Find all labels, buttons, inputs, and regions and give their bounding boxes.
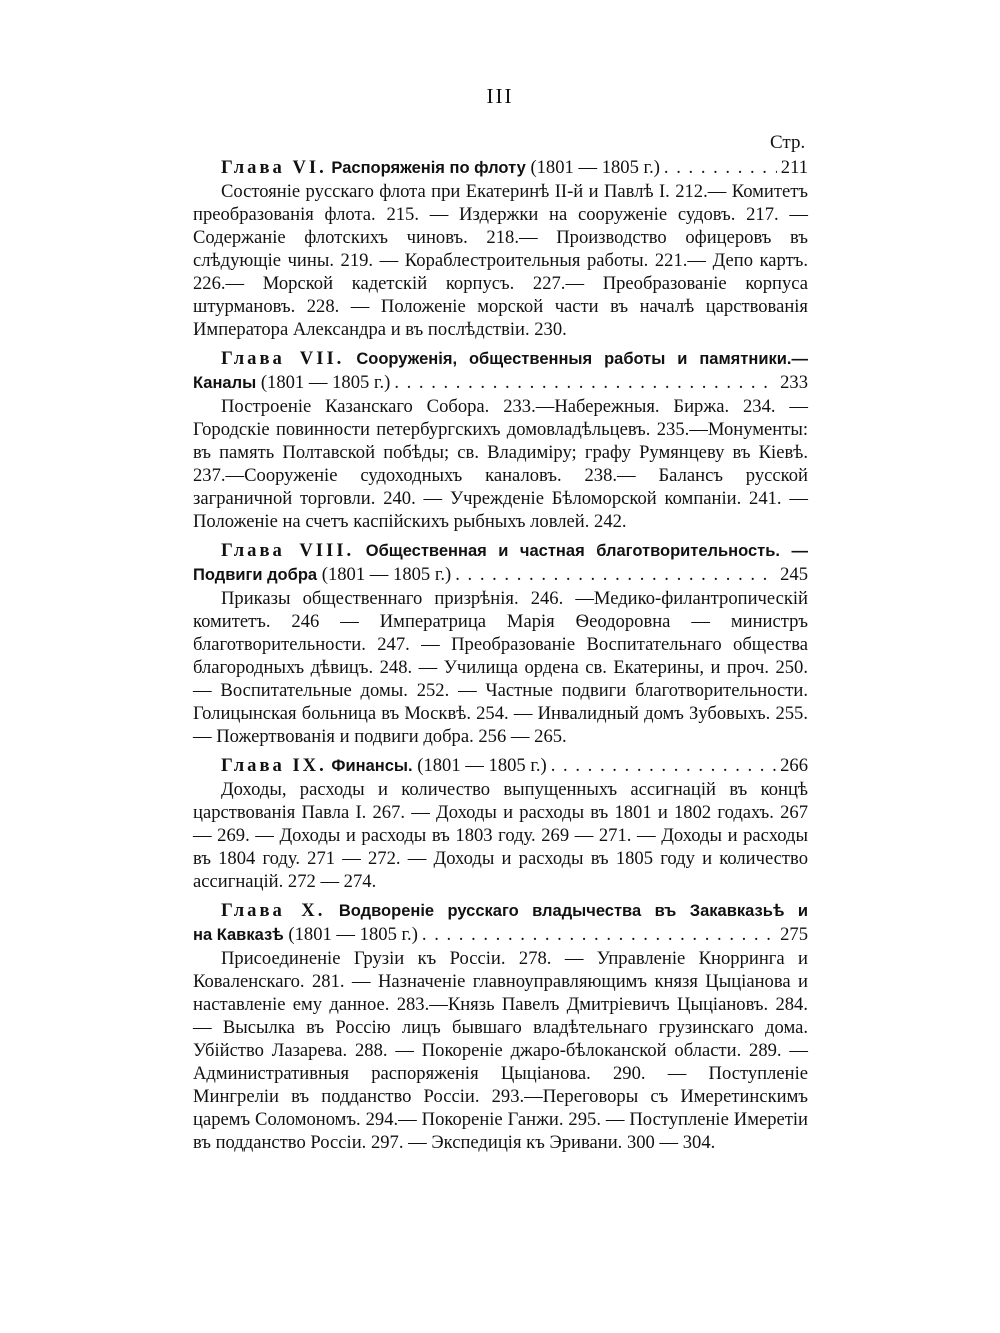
- chapter-dates: (1801 — 1805 г.): [530, 157, 660, 178]
- table-of-contents: [193, 156, 808, 1160]
- chapter-page-number: 266: [780, 755, 808, 776]
- chapter-heading-continued: [193, 371, 808, 395]
- chapter-heading: [193, 347, 808, 371]
- chapter-heading: [193, 899, 808, 923]
- chapter-label: Глава X.: [221, 900, 326, 921]
- chapter-dates: (1801 — 1805 г.): [321, 564, 452, 585]
- chapter-summary: Присоединеніе Грузіи къ Россіи. 278. — Управленіе Кнорринга и Коваленскаго. 281. — Назначеніе главноуправляющимъ князя Цыціанова и наставленіе ему данное. 283.—Князь Павелъ Дмитріевичъ Цыціановъ. 284. — Высылка въ Россію лицъ бывшаго владѣтельнаго грузинскаго дома. Убійство Лазарева. 288. — Покореніе джаро-бѣлоканской области. 289. — Административныя распоряженія Цыціанова. 290. — Поступленіе Мингреліи въ подданство Россіи. 293.—Переговоры съ Имеретинскимъ царемъ Соломономъ. 294.— Покореніе Ганжи. 295. — Поступленіе Имеретіи въ подданство Россіи. 297. — Экспедиція къ Эривани. 300 — 304.: [193, 948, 808, 1153]
- chapter-page-number: 245: [780, 564, 808, 585]
- page-number: III: [486, 84, 514, 108]
- chapter-title-continued: на Кавказѣ: [193, 926, 284, 944]
- chapter-title-continued: Подвиги добра: [193, 566, 318, 584]
- chapter-title: Водвореніе русскаго владычества въ Закавказьѣ и: [338, 902, 808, 920]
- chapter-title: Распоряженія по флоту: [331, 159, 526, 177]
- chapter-label: Глава VII.: [221, 348, 345, 369]
- chapter-title-continued: Каналы: [193, 374, 257, 392]
- chapter-title: Общественная и частная благотворительность. —: [365, 542, 808, 560]
- dot-leader: [455, 563, 776, 586]
- chapter-page-number: 233: [780, 372, 808, 393]
- chapter-title: Финансы.: [331, 757, 413, 775]
- chapter-heading: [193, 156, 808, 180]
- toc-entry-chapter-10: [193, 899, 808, 1154]
- chapter-label: Глава VIII.: [221, 540, 355, 561]
- dot-leader: [394, 371, 776, 394]
- toc-entry-chapter-8: [193, 539, 808, 748]
- page-column-header: Стр.: [770, 132, 806, 153]
- chapter-label: Глава VI.: [221, 157, 327, 178]
- chapter-summary: Построеніе Казанскаго Собора. 233.—Набережныя. Биржа. 234. — Городскіе повинности петербургскихъ домовладѣльцевъ. 235.—Монументы: въ память Полтавской побѣды; св. Владиміру; графу Румянцеву въ Кіевѣ. 237.—Сооруженіе судоходныхъ каналовъ. 238.— Балансъ русской заграничной торговли. 240. — Учрежденіе Бѣломорской компаніи. 241. — Положеніе на счетъ каспійскихъ рыбныхъ ловлей. 242.: [193, 396, 808, 532]
- chapter-dates: (1801 — 1805 г.): [260, 372, 391, 393]
- chapter-heading: [193, 539, 808, 563]
- chapter-page-number: 275: [780, 924, 808, 945]
- toc-entry-chapter-9: [193, 754, 808, 893]
- chapter-summary: Доходы, расходы и количество выпущенныхъ ассигнацій въ концѣ царствованія Павла I. 267. — Доходы и расходы въ 1801 и 1802 годахъ. 267 — 269. — Доходы и расходы въ 1803 году. 269 — 271. — Доходы и расходы въ 1804 году. 271 — 272. — Доходы и расходы въ 1805 году и количество ассигнацій. 272 — 274.: [193, 779, 808, 892]
- chapter-dates: (1801 — 1805 г.): [417, 755, 547, 776]
- chapter-dates: (1801 — 1805 г.): [288, 924, 418, 945]
- chapter-title: Сооруженія, общественныя работы и памятники.—: [356, 350, 808, 368]
- dot-leader: [551, 754, 776, 777]
- chapter-page-number: 211: [780, 157, 808, 178]
- dot-leader: [664, 156, 777, 179]
- chapter-heading: [193, 754, 808, 778]
- toc-entry-chapter-7: [193, 347, 808, 533]
- chapter-label: Глава IX.: [221, 755, 327, 776]
- chapter-summary: Состояніе русскаго флота при Екатеринѣ II-й и Павлѣ I. 212.— Комитетъ преобразованія флота. 215. — Издержки на сооруженіе судовъ. 217. — Содержаніе флотскихъ чиновъ. 218.— Производство офицеровъ въ слѣдующіе чины. 219. — Кораблестроительныя работы. 221.— Депо картъ. 226.— Морской кадетскій корпусъ. 227.— Преобразованіе корпуса штурмановъ. 228. — Положеніе морской части въ началѣ царствованія Императора Александра и въ послѣдствіи. 230.: [193, 181, 808, 340]
- chapter-summary: Приказы общественнаго призрѣнія. 246. —Медико-филантропическій комитетъ. 246 — Императрица Марія Ѳеодоровна — министръ благотворительности. 247. — Преобразованіе Воспитательнаго общества благородныхъ дѣвицъ. 248. — Училища ордена св. Екатерины, и проч. 250. — Воспитательные домы. 252. — Частные подвиги благотворительности. Голицынская больница въ Москвѣ. 254. — Инвалидный домъ Зубовыхъ. 255. — Пожертвованія и подвиги добра. 256 — 265.: [193, 588, 808, 747]
- dot-leader: [422, 923, 776, 946]
- chapter-heading-continued: [193, 563, 808, 587]
- chapter-heading-continued: [193, 923, 808, 947]
- toc-entry-chapter-6: [193, 156, 808, 341]
